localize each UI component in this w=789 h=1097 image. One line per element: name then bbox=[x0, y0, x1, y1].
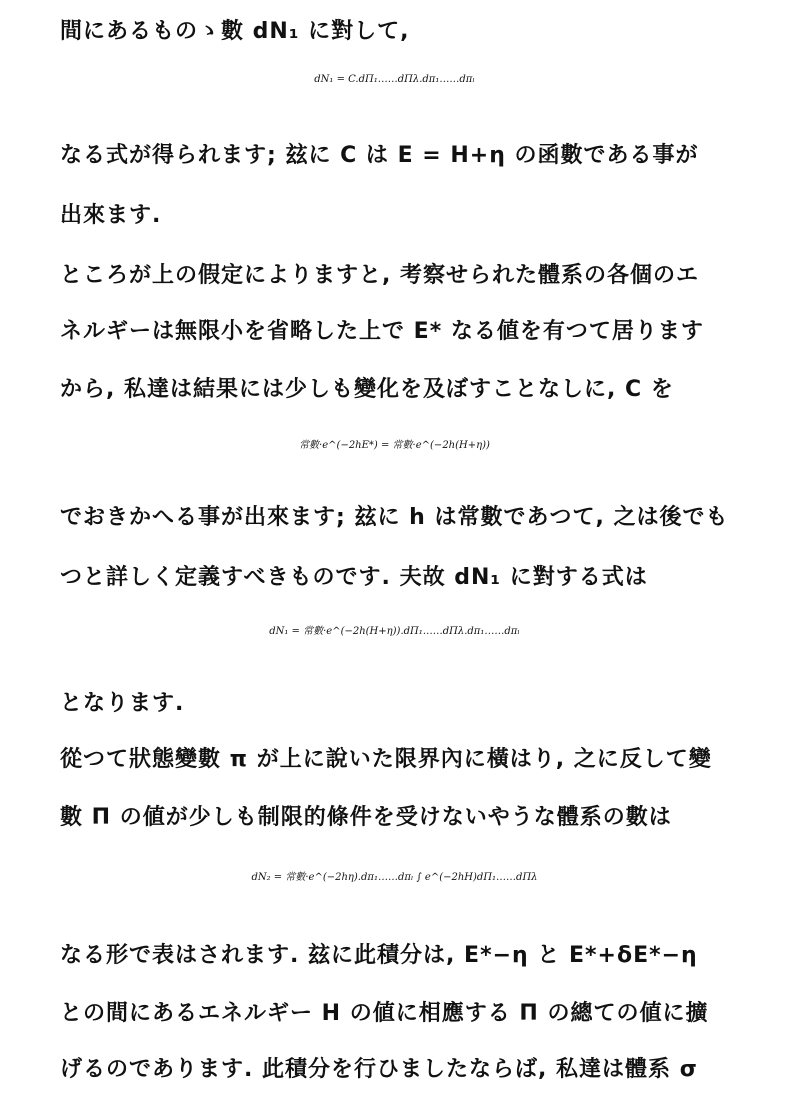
text-line-10: 從つて狀態變數 π が上に說いた限界內に橫はり, 之に反して變 bbox=[60, 747, 712, 772]
text-line-6: から, 私達は結果には少しも變化を及ぼすことなしに, C を bbox=[60, 377, 674, 402]
text-line-7: でおきかへる事が出來ます; 玆に h は常數であつて, 之は後でも bbox=[60, 505, 729, 530]
equation-3: dN₁ = 常數·e^(−2h(H+η)).dΠ₁……dΠλ.dπ₁……dπₗ bbox=[269, 626, 520, 637]
text-line-2: なる式が得られます; 玆に C は E = H+η の函數である事が bbox=[60, 143, 699, 168]
text-line-13: との間にあるエネルギー H の値に相應する Π の總ての値に擴 bbox=[60, 1001, 709, 1026]
text-line-5: ネルギーは無限小を省略した上で E* なる値を有つて居ります bbox=[60, 319, 704, 344]
text-line-9: となります. bbox=[60, 691, 185, 716]
text-line-1: 間にあるものゝ數 dN₁ に對して, bbox=[60, 19, 410, 44]
equation-4: dN₂ = 常數·e^(−2hη).dπ₁……dπₗ ∫ e^(−2hH)dΠ₁……dΠλ bbox=[251, 872, 538, 883]
text-line-12: なる形で表はされます. 玆に此積分は, E*−η と E*+δE*−η bbox=[60, 943, 698, 968]
text-line-11: 數 Π の値が少しも制限的條件を受けないやうな體系の數は bbox=[60, 805, 672, 830]
text-line-4: ところが上の假定によりますと, 考察せられた體系の各個のエ bbox=[60, 263, 700, 288]
equation-2: 常數·e^(−2hE*) = 常數·e^(−2h(H+η)) bbox=[299, 440, 490, 451]
text-line-14: げるのであります. 此積分を行ひましたならば, 私達は體系 σ bbox=[60, 1057, 698, 1082]
text-line-3: 出來ます. bbox=[60, 203, 162, 228]
equation-1: dN₁ = C.dΠ₁……dΠλ.dπ₁……dπₗ bbox=[314, 74, 475, 85]
text-line-8: つと詳しく定義すべきものです. 夫故 dN₁ に對する式は bbox=[60, 565, 648, 590]
